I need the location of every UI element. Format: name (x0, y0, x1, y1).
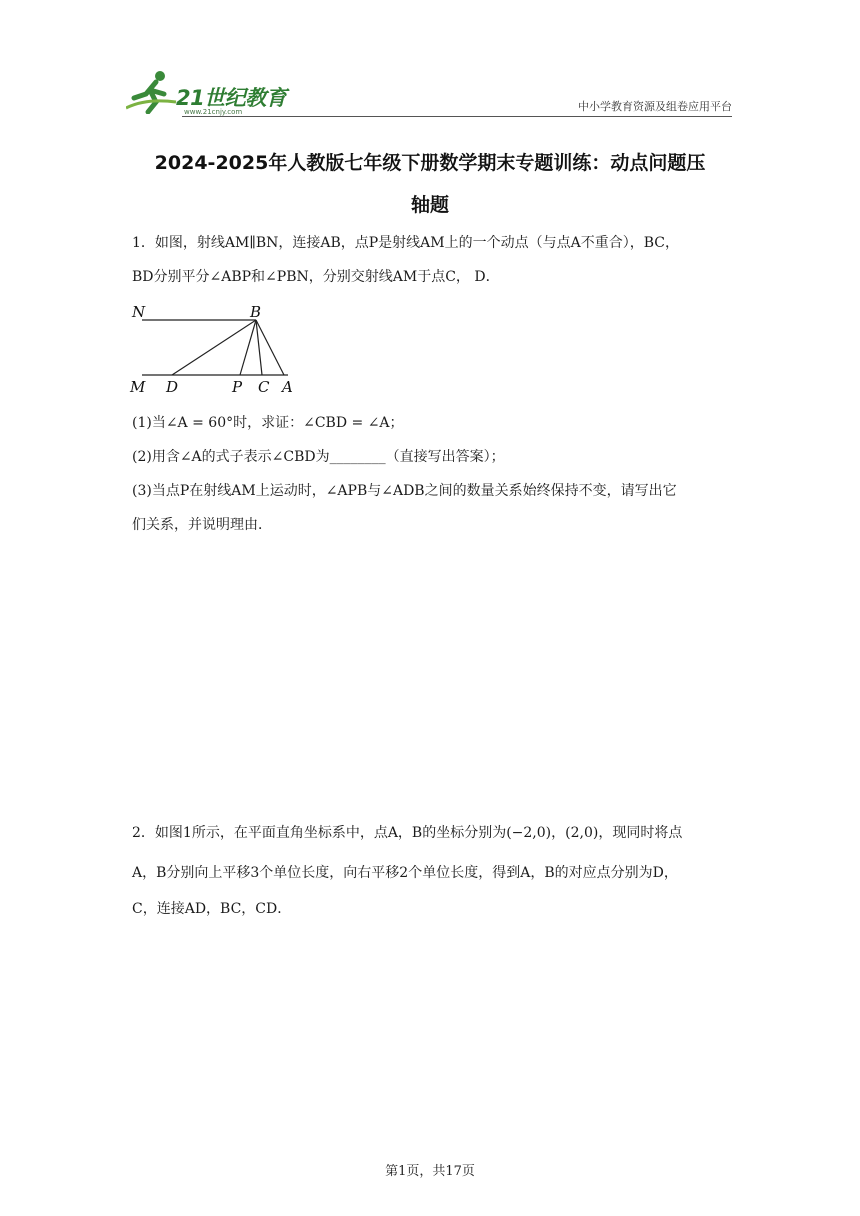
platform-label: 中小学教育资源及组卷应用平台 (578, 100, 732, 113)
label-n: N (132, 303, 146, 321)
q1-part2: (2)用含∠A的式子表示∠CBD为________（直接写出答案）； (132, 449, 505, 465)
header-divider (182, 116, 732, 117)
document-title-line2: 轴题 (410, 194, 449, 216)
logo-runner-icon (126, 68, 178, 114)
logo-url: www.21cnjy.com (184, 108, 243, 116)
document-title-line1: 2024-2025年人教版七年级下册数学期末专题训练：动点问题压 (154, 152, 706, 174)
q2-line2: A，B分别向上平移3个单位长度，向右平移2个单位长度，得到A，B的对应点分别为D， (132, 865, 678, 881)
segment-bc (256, 320, 262, 375)
q1-figure (128, 300, 308, 396)
segment-bd (172, 320, 256, 375)
page-header (126, 68, 732, 118)
label-b: B (250, 303, 262, 321)
q1-part1: (1)当∠A = 60°时，求证：∠CBD = ∠A； (132, 415, 404, 431)
label-c: C (258, 378, 270, 396)
logo-text: 21世纪教育 (176, 86, 287, 110)
label-a: A (282, 378, 293, 396)
segment-ba (256, 320, 284, 375)
q1-line2: BD分别平分∠ABP和∠PBN，分别交射线AM于点C， D． (132, 269, 500, 285)
label-m: M (130, 378, 146, 396)
q2-line3: C，连接AD，BC，CD． (132, 901, 292, 917)
q1-line1: 1．如图，射线AM∥BN，连接AB，点P是射线AM上的一个动点（与点A不重合），BC， (132, 235, 679, 251)
label-p: P (232, 378, 243, 396)
q1-part3-line1: (3)当点P在射线AM上运动时，∠APB与∠ADB之间的数量关系始终保持不变，请写出它 (132, 483, 677, 499)
label-d: D (166, 378, 179, 396)
page-footer: 第1页，共17页 (385, 1164, 475, 1179)
q2-line1: 2．如图1所示，在平面直角坐标系中，点A，B的坐标分别为(−2,0)，(2,0)，现同时将点 (132, 825, 683, 841)
q1-part3-line2: 们关系，并说明理由． (132, 517, 272, 533)
